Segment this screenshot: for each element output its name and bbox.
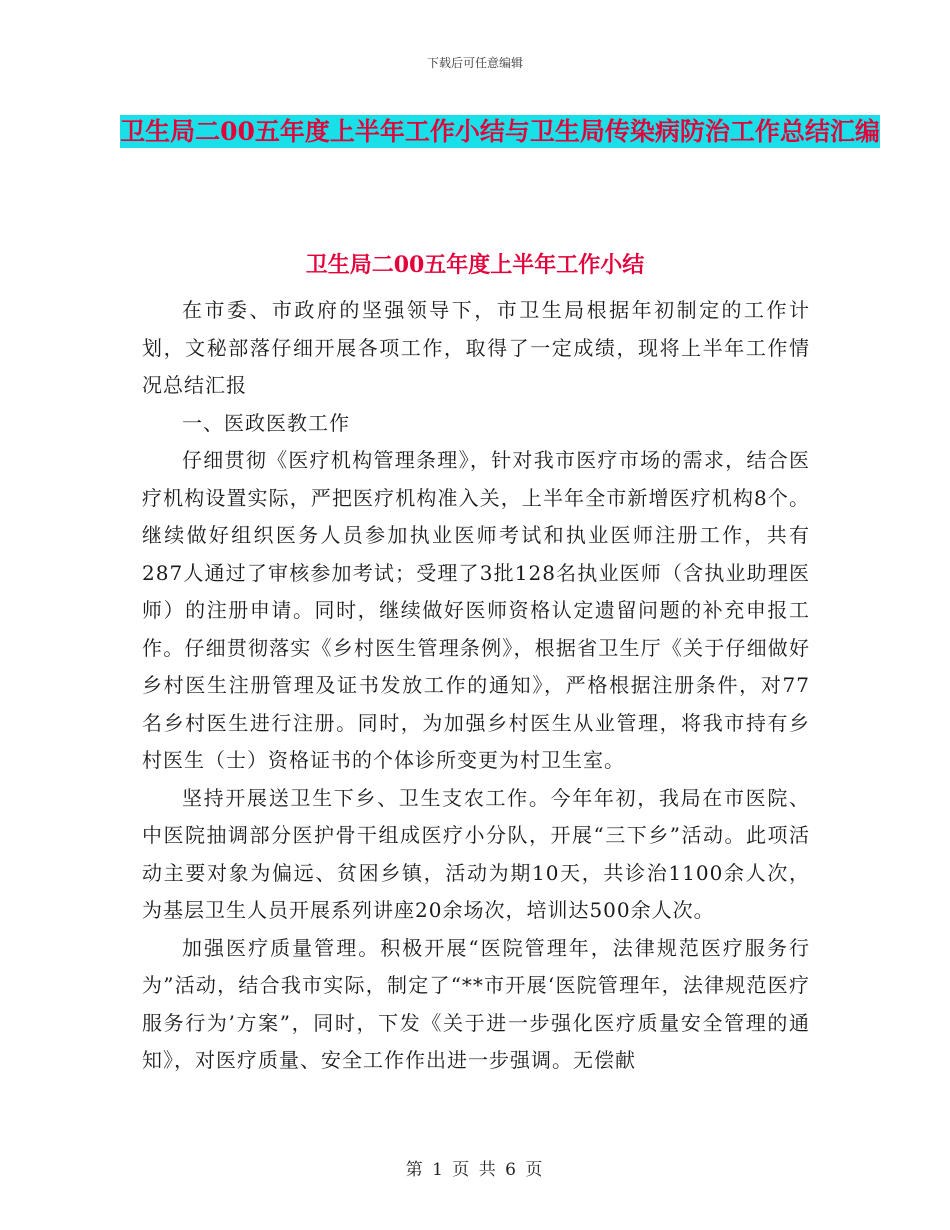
paragraph-quality-management: 加强医疗质量管理。积极开展“医院管理年，法律规范医疗服务行为”活动，结合我市实际，制定了“**市开展‘医院管理年，法律规范医疗服务行为’方案”，同时，下发《关于进一步强化医疗质量安全管理的通知》，对医疗质量、安全工作作出进一步强调。无偿献 — [142, 935, 810, 1072]
section-title: 卫生局二00五年度上半年工作小结 — [305, 252, 645, 278]
document-body — [142, 292, 810, 1080]
page-number: 第 1 页 共 6 页 — [405, 1160, 545, 1180]
paragraph-rural-health: 坚持开展送卫生下乡、卫生支农工作。今年年初，我局在市医院、中医院抽调部分医护骨干组成医疗小分队，开展“三下乡”活动。此项活动主要对象为偏远、贫困乡镇，活动为期10天，共诊治1100余人次，为基层卫生人员开展系列讲座20余场次，培训达500余人次。 — [142, 785, 810, 922]
heading-medical-admin: 一、医政医教工作 — [182, 410, 350, 435]
paragraph-intro: 在市委、市政府的坚强领导下，市卫生局根据年初制定的工作计划，文秘部落仔细开展各项工作，取得了一定成绩，现将上半年工作情况总结汇报 — [142, 298, 810, 397]
paragraph-medical-institutions: 仔细贯彻《医疗机构管理条理》，针对我市医疗市场的需求，结合医疗机构设置实际，严把医疗机构准入关，上半年全市新增医疗机构8个。继续做好组织医务人员参加执业医师考试和执业医师注册工作，共有287人通过了审核参加考试；受理了3批128名执业医师（含执业助理医师）的注册申请。同时，继续做好医师资格认定遗留问题的补充申报工作。仔细贯彻落实《乡村医生管理条例》，根据省卫生厅《关于仔细做好乡村医生注册管理及证书发放工作的通知》，严格根据注册条件，对77名乡村医生进行注册。同时，为加强乡村医生从业管理，将我市持有乡村医生（士）资格证书的个体诊所变更为村卫生室。 — [142, 448, 810, 772]
document-title — [120, 108, 880, 156]
document-title-text: 卫生局二00五年度上半年工作小结与卫生局传染病防治工作总结汇编 — [120, 117, 880, 146]
page-header-note: 下载后可任意编辑 — [426, 56, 523, 70]
